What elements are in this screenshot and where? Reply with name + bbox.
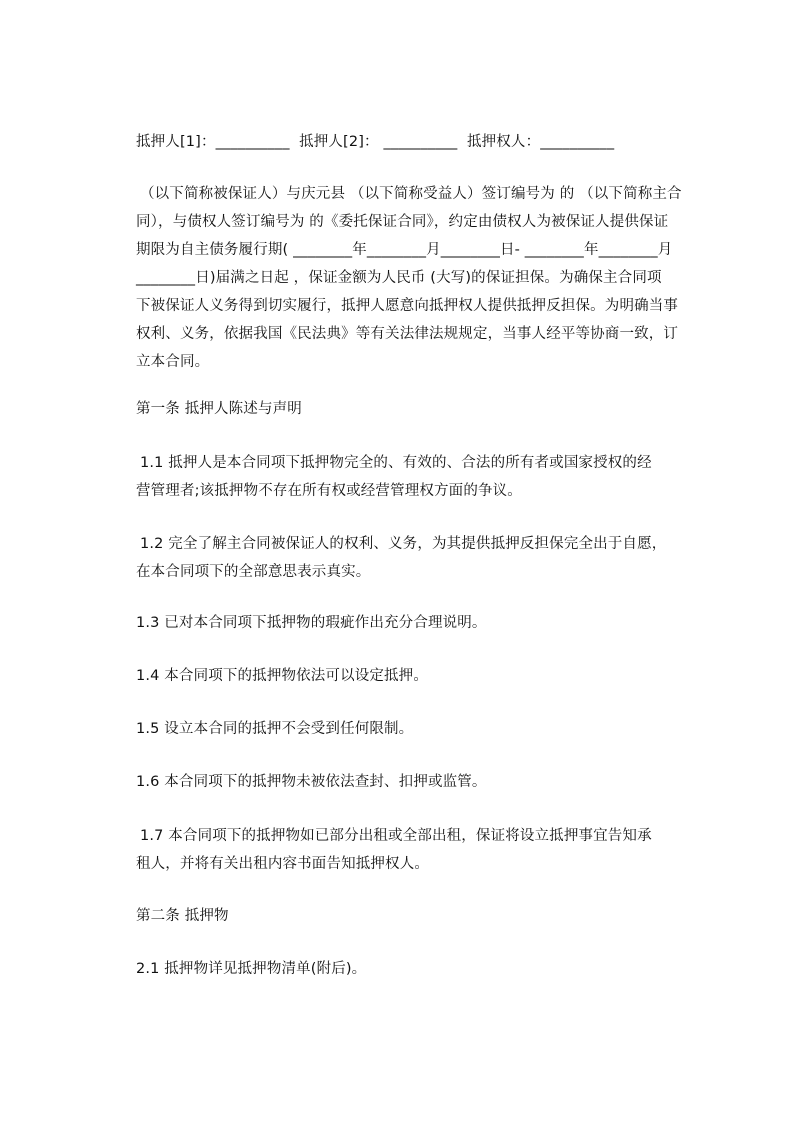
clause-1-1: 营管理者;该抵押物不存在所有权或经营管理权方面的争议。 — [136, 483, 522, 499]
preamble-line: 期限为自主债务履行期( ________年________月________日- ________年________月 — [136, 242, 673, 258]
preamble-line: 权利、义务，依据我国《民法典》等有关法律法规规定，当事人经平等协商一致，订 — [136, 326, 679, 342]
clause-1-7: 租人，并将有关出租内容书面告知抵押权人。 — [136, 856, 429, 872]
clause-1-5: 1.5 设立本合同的抵押不会受到任何限制。 — [136, 721, 414, 737]
preamble-line: ________日)届满之日起 ，保证金额为人民币 (大写)的保证担保。为确保主合同项 — [136, 270, 662, 286]
preamble-line: 下被保证人义务得到切实履行，抵押人愿意向抵押权人提供抵押反担保。为明确当事 — [136, 298, 679, 314]
article-2-heading: 第二条 抵押物 — [136, 908, 229, 924]
clause-1-1: 1.1 抵押人是本合同项下抵押物完全的、有效的、合法的所有者或国家授权的经 — [140, 455, 652, 471]
parties-line: 抵押人[1]：__________ 抵押人[2]： __________ 抵押权人：__________ — [136, 134, 615, 150]
clause-1-4: 1.4 本合同项下的抵押物依法可以设定抵押。 — [136, 668, 428, 684]
preamble-line: 立本合同。 — [136, 354, 210, 370]
clause-1-2: 在本合同项下的全部意思表示真实。 — [136, 564, 371, 580]
clause-1-2: 1.2 完全了解主合同被保证人的权利、义务，为其提供抵押反担保完全出于自愿， — [140, 536, 667, 552]
preamble-line: 同），与债权人签订编号为 的《委托保证合同》，约定由债权人为被保证人提供保证 — [136, 214, 669, 230]
clause-1-3: 1.3 已对本合同项下抵押物的瑕疵作出充分合理说明。 — [136, 615, 487, 631]
preamble-line: （以下简称被保证人）与庆元县 （以下简称受益人）签订编号为 的 （以下简称主合 — [140, 186, 682, 202]
clause-1-7: 1.7 本合同项下的抵押物如已部分出租或全部出租，保证将设立抵押事宜告知承 — [140, 828, 652, 844]
clause-2-1: 2.1 抵押物详见抵押物清单(附后)。 — [136, 961, 367, 977]
article-1-heading: 第一条 抵押人陈述与声明 — [136, 401, 302, 417]
clause-1-6: 1.6 本合同项下的抵押物未被依法查封、扣押或监管。 — [136, 774, 487, 790]
